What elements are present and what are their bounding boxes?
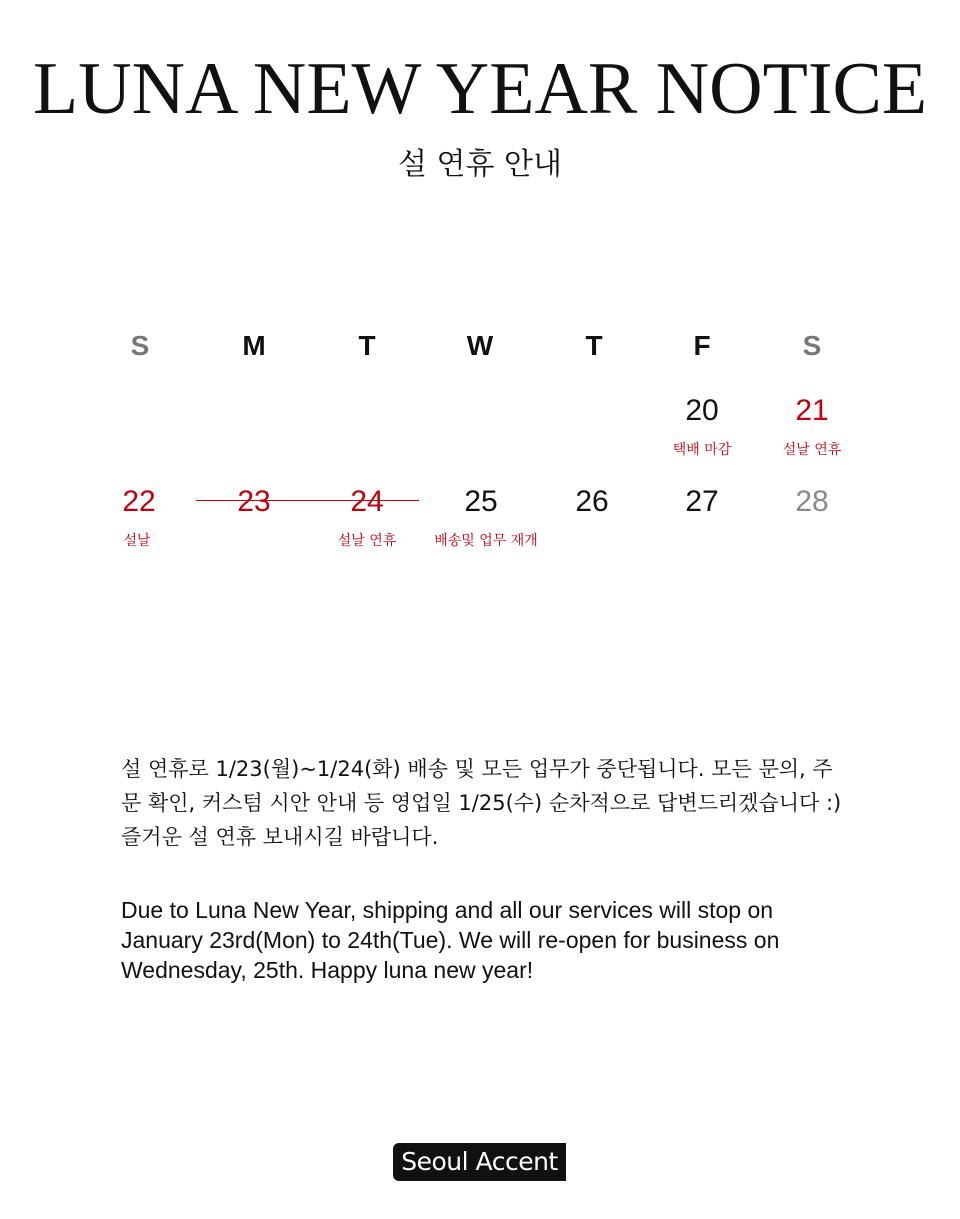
calendar-day-21: 21 — [795, 394, 829, 427]
calendar-day-25: 25 — [464, 485, 498, 518]
calendar-day-22: 22 — [122, 485, 156, 518]
holiday-strikethrough-line — [196, 500, 419, 501]
weekday-monday: M — [242, 330, 266, 361]
calendar-note-25: 배송및 업무 재개 — [434, 533, 538, 549]
calendar-day-24: 24 — [350, 485, 384, 518]
calendar-note-22: 설날 — [123, 533, 151, 549]
weekday-saturday: S — [802, 330, 822, 361]
calendar-note-20: 택배 마감 — [672, 442, 732, 458]
calendar-note-24: 설날 연휴 — [337, 533, 397, 549]
notice-korean: 설 연휴로 1/23(월)~1/24(화) 배송 및 모든 업무가 중단됩니다. 모든 문의, 주문 확인, 커스텀 시안 안내 등 영업일 1/25(수) 순차적으로 답변드리겠습니다 :) 즐거운 설 연휴 보내시길 바랍니다. — [121, 757, 842, 849]
page-subtitle: 설 연휴 안내 — [398, 147, 562, 182]
weekday-friday: F — [693, 330, 711, 361]
calendar — [0, 0, 960, 600]
calendar-day-26: 26 — [575, 485, 609, 518]
page-title: LUNA NEW YEAR NOTICE — [32, 48, 928, 130]
weekday-wednesday: W — [466, 330, 494, 361]
calendar-note-21: 설날 연휴 — [782, 442, 842, 458]
weekday-tuesday: T — [358, 330, 376, 361]
notice-english: Due to Luna New Year, shipping and all our services will stop on January 23rd(Mon) to 24th(Tue). We will re-open for business on Wednesday, 25th. Happy luna new year! — [121, 897, 780, 983]
weekday-sunday: S — [130, 330, 150, 361]
calendar-day-23: 23 — [237, 485, 271, 518]
weekday-thursday: T — [585, 330, 603, 361]
calendar-day-27: 27 — [685, 485, 719, 518]
brand-logo: Seoul Accent — [393, 1143, 566, 1181]
calendar-day-20: 20 — [685, 394, 719, 427]
calendar-day-28: 28 — [795, 485, 829, 518]
